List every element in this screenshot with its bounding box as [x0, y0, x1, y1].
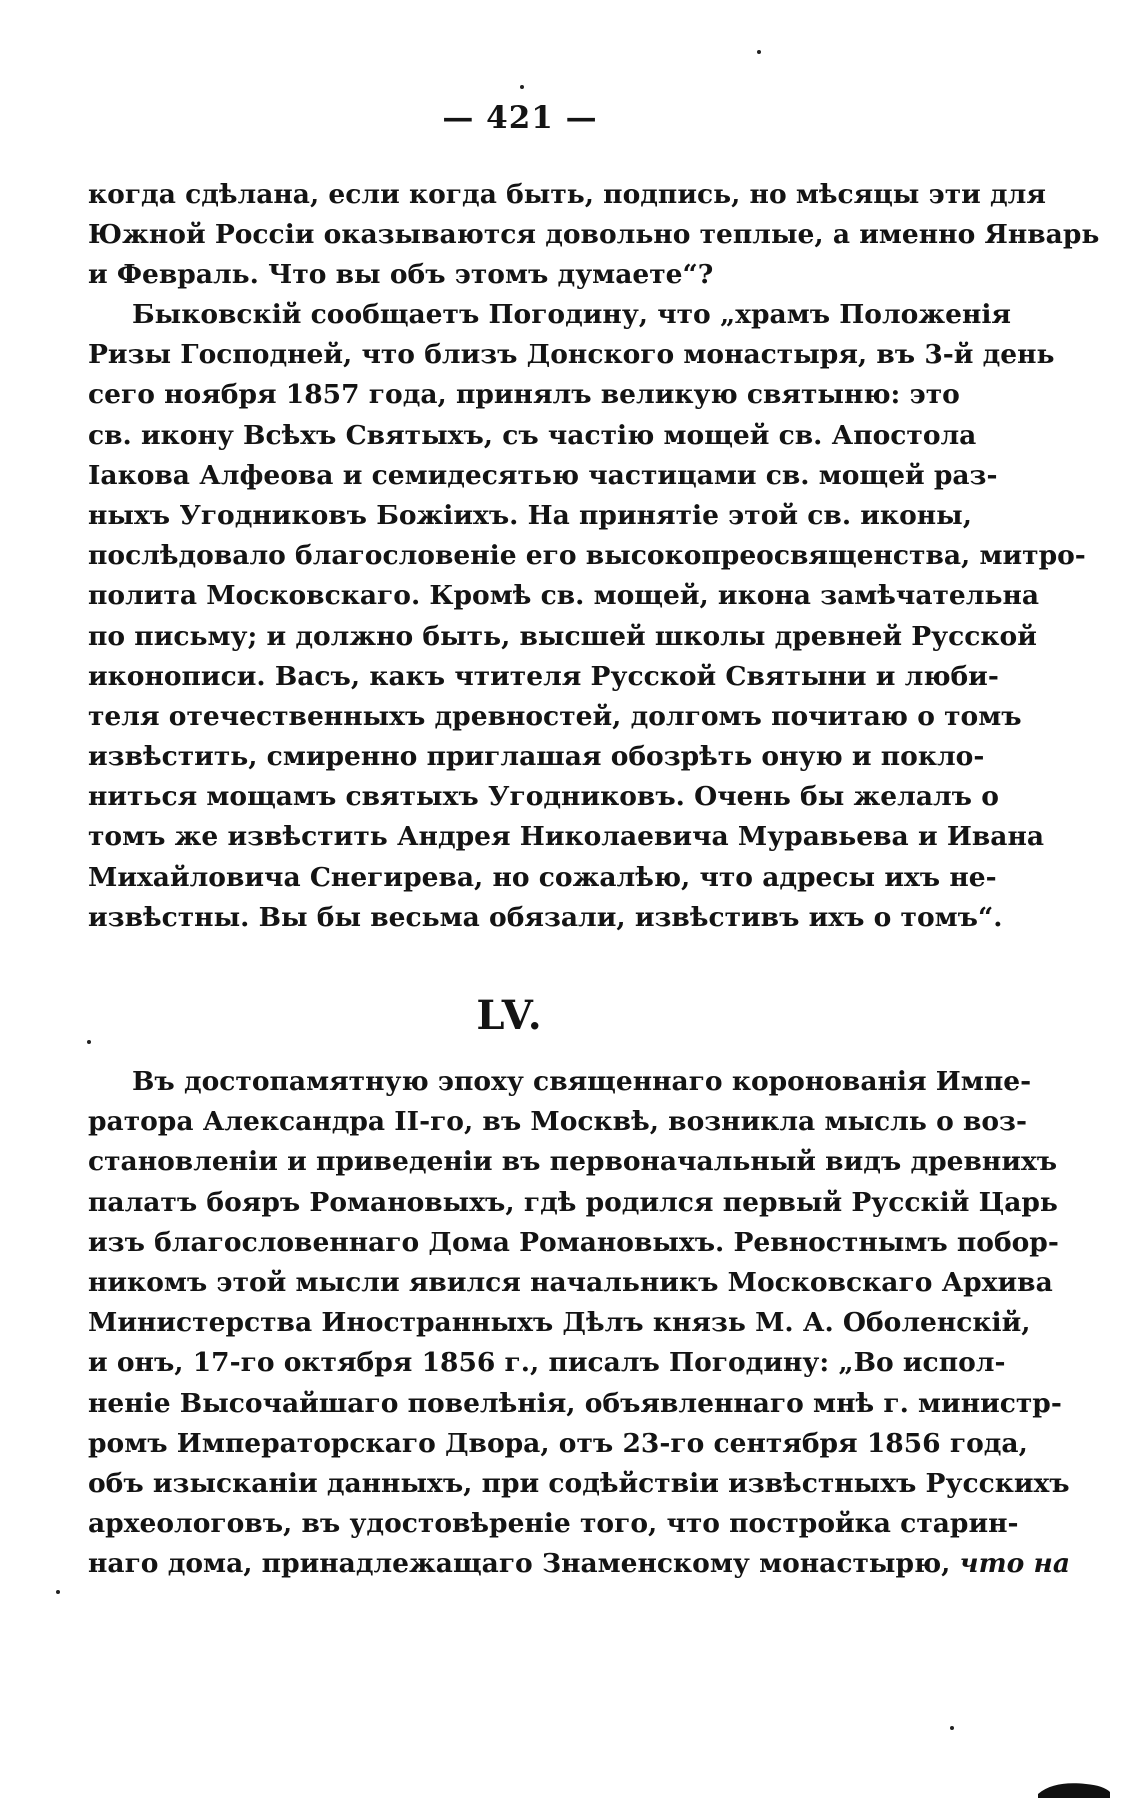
- text-line: Іакова Алфеова и семидесятью частицами св. мощей раз-: [88, 459, 998, 491]
- text-line: ниться мощамъ святыхъ Угодниковъ. Очень бы желалъ о: [88, 781, 999, 813]
- text-line: ромъ Императорскаго Двора, отъ 23-го сентября 1856 года,: [88, 1427, 1028, 1459]
- text-line: ратора Александра II-го, въ Москвѣ, возникла мысль о воз-: [88, 1106, 1027, 1138]
- text-line: Быковскій сообщаетъ Погодину, что „храмъ Положенія: [132, 299, 1011, 330]
- paragraph-continuation: [88, 175, 1100, 296]
- final-line-italic-tail: что на: [959, 1548, 1070, 1580]
- text-line: изъ благословеннаго Дома Романовыхъ. Ревностнымъ побор-: [88, 1226, 1059, 1258]
- text-line: археологовъ, въ удостовѣреніе того, что постройка старин-: [88, 1508, 1019, 1540]
- text-line: томъ же извѣстить Андрея Николаевича Муравьева и Ивана: [88, 821, 1045, 853]
- scan-speck: [87, 1040, 91, 1044]
- text-line: послѣдовало благословеніе его высокопреосвященства, митро-: [88, 540, 1086, 572]
- text-line: Ризы Господней, что близъ Донского монастыря, въ 3-й день: [88, 339, 1055, 371]
- text-line: теля отечественныхъ древностей, долгомъ почитаю о томъ: [88, 700, 1022, 732]
- scan-speck: [520, 85, 524, 89]
- text-line: никомъ этой мысли явился начальникъ Московскаго Архива: [88, 1266, 1053, 1298]
- text-line: полита Московскаго. Кромѣ св. мощей, икона замѣчательна: [88, 580, 1040, 612]
- text-line: извѣстны. Вы бы весьма обязали, извѣстивъ ихъ о томъ“.: [88, 901, 1003, 933]
- paragraph-bykovsky: [88, 295, 1086, 938]
- scan-speck: [757, 50, 761, 54]
- text-line: неніе Высочайшаго повелѣнія, объявленнаго мнѣ г. министр-: [88, 1387, 1062, 1419]
- text-line: и Февраль. Что вы объ этомъ думаете“?: [88, 259, 714, 291]
- paragraph-romanov-chambers: [88, 1062, 1070, 1584]
- scan-speck: [56, 1590, 60, 1594]
- section-heading: LV.: [476, 992, 544, 1039]
- text-line: когда сдѣлана, если когда быть, подпись, но мѣсяцы эти для: [88, 179, 1046, 210]
- text-line: Южной Россіи оказываются довольно теплые, а именно Январь: [88, 219, 1100, 251]
- text-line: Въ достопамятную эпоху священнаго коронованія Импе-: [132, 1066, 1032, 1097]
- text-line: по письму; и должно быть, высшей школы древней Русской: [88, 620, 1037, 652]
- text-line-final: [88, 1544, 1070, 1584]
- final-line-text: наго дома, принадлежащаго Знаменскому монастырю,: [88, 1548, 951, 1580]
- text-line: извѣстить, смиренно приглашая обозрѣть оную и покло-: [88, 741, 985, 773]
- text-line: ныхъ Угодниковъ Божіихъ. На принятіе этой св. иконы,: [88, 499, 972, 531]
- ink-smudge-icon: [1036, 1778, 1112, 1800]
- text-line: объ изысканіи данныхъ, при содѣйствіи извѣстныхъ Русскихъ: [88, 1467, 1070, 1499]
- text-line: Министерства Иностранныхъ Дѣлъ князь М. А. Оболенскій,: [88, 1307, 1031, 1339]
- text-line: сего ноября 1857 года, принялъ великую святыню: это: [88, 379, 960, 411]
- text-line: св. икону Всѣхъ Святыхъ, съ частію мощей св. Апостола: [88, 419, 977, 451]
- text-line: палатъ бояръ Романовыхъ, гдѣ родился первый Русскій Царь: [88, 1186, 1058, 1218]
- text-line: Михайловича Снегирева, но сожалѣю, что адресы ихъ не-: [88, 861, 997, 893]
- text-line: и онъ, 17-го октября 1856 г., писалъ Погодину: „Во испол-: [88, 1347, 1006, 1379]
- page-number: — 421 —: [442, 100, 598, 136]
- scan-speck: [950, 1726, 954, 1730]
- text-line: иконописи. Васъ, какъ чтителя Русской Святыни и люби-: [88, 660, 999, 692]
- text-line: становленіи и приведеніи въ первоначальный видъ древнихъ: [88, 1146, 1058, 1178]
